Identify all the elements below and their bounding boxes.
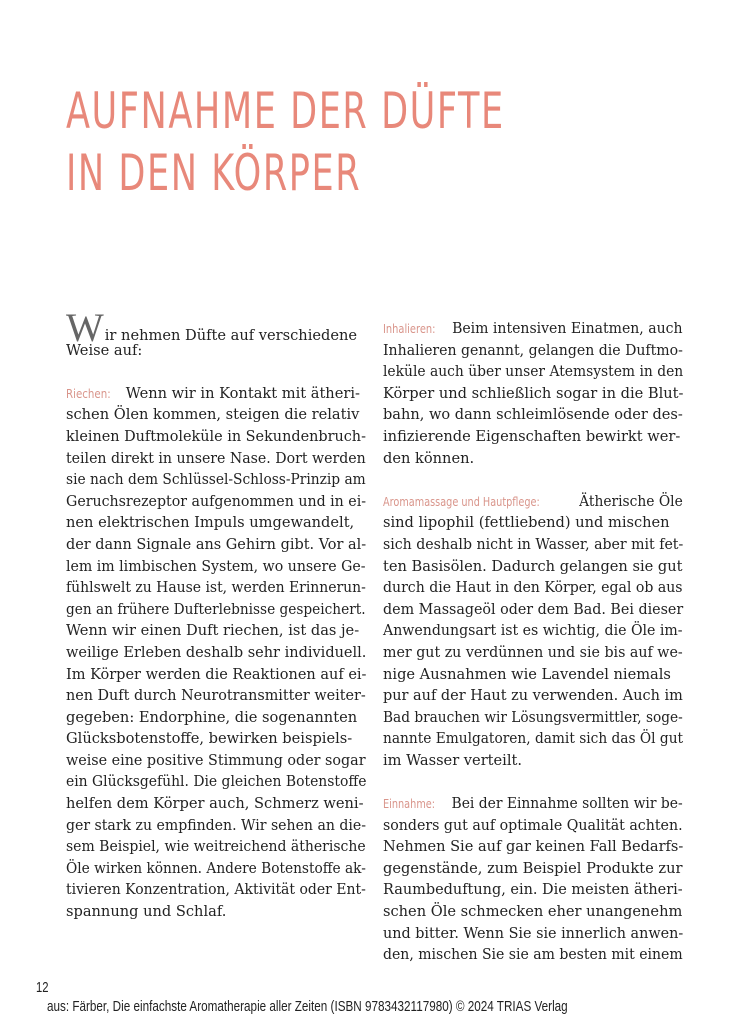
text-line: [66, 383, 366, 405]
text-line: [383, 426, 683, 448]
text-line: [383, 599, 684, 621]
text-line: [66, 750, 366, 772]
text-line: [383, 383, 683, 405]
text-line-content: Wenn wir einen Duft riechen, ist das je-: [66, 622, 360, 640]
section-keyword: Aromamassage und Hautpflege:: [383, 493, 540, 509]
text-line: [383, 642, 683, 664]
text-line-content: Anwendungsart ist es wichtig, die Öle im-: [383, 622, 683, 640]
text-line: [383, 577, 683, 599]
text-line-content: der dann Signale ans Gehirn gibt. Vor al-: [66, 535, 367, 553]
text-line-content: nige Ausnahmen wie Lavendel niemals: [383, 665, 671, 683]
section-inhalieren: [383, 318, 683, 469]
text-line: [66, 404, 366, 426]
text-line-content: Beim intensiven Einatmen, auch: [452, 320, 683, 337]
text-line: [383, 685, 683, 707]
text-line-content: den können.: [383, 449, 475, 467]
text-line-content: pur auf der Haut zu verwenden. Auch im: [383, 687, 683, 705]
title-line-1: AUFNAHME DER DÜFTE: [66, 82, 505, 140]
section-riechen: [66, 383, 366, 923]
right-column: [383, 318, 683, 966]
text-line: [383, 664, 683, 686]
text-line: [66, 448, 366, 470]
text-line-content: Wenn wir in Kontakt mit ätheri-: [125, 384, 360, 402]
text-line-content: sonders gut auf optimale Qualität achten.: [383, 816, 683, 834]
text-line: [66, 426, 366, 448]
text-line: [383, 707, 683, 729]
page-number: 12: [36, 979, 49, 996]
text-line: [66, 512, 366, 534]
section-keyword: Einnahme:: [383, 796, 436, 812]
text-line-content: bahn, wo dann schleimlösende oder des-: [383, 406, 683, 424]
text-line-content: Bei der Einnahme sollten wir be-: [451, 795, 683, 813]
text-line: [383, 728, 684, 750]
text-line-content: Bad brauchen wir Lösungsvermittler, soge-: [383, 708, 683, 726]
text-line-content: schen Öle schmecken eher unangenehm: [383, 903, 683, 921]
text-line-content: gegeben: Endorphine, die sogenannten: [66, 708, 358, 726]
text-line: [66, 901, 366, 923]
text-line-content: nannte Emulgatoren, damit sich das Öl gut: [383, 730, 684, 748]
text-line: [66, 879, 366, 901]
text-line: [383, 491, 683, 513]
text-line: [66, 836, 366, 858]
text-line: [66, 664, 367, 686]
text-line-content: ein Glücksgefühl. Die gleichen Botenstoffe: [66, 773, 367, 791]
text-line-content: mer gut zu verdünnen und sie bis auf we-: [383, 643, 683, 661]
text-line: [383, 815, 683, 837]
text-line: [383, 318, 683, 340]
text-line-content: weilige Erleben deshalb sehr individuell.: [66, 643, 367, 661]
text-line-content: den, mischen Sie sie am besten mit einem: [383, 946, 683, 964]
text-line: [383, 901, 683, 923]
text-line: [383, 793, 683, 815]
text-line: [66, 620, 366, 642]
text-line-content: Glücksbotenstoffe, bewirken beispiels-: [66, 730, 353, 748]
text-line-content: sie nach dem Schlüssel-Schloss-Prinzip am: [66, 471, 366, 489]
text-line: [383, 361, 684, 383]
section-aromamassage: [383, 491, 683, 772]
text-line: [66, 577, 366, 599]
title-line-2: IN DEN KÖRPER: [66, 144, 362, 202]
text-line: [383, 750, 683, 772]
text-line-content: fühlswelt zu Hause ist, werden Erinnerun-: [66, 579, 366, 597]
text-line-content: Öle wirken können. Andere Botenstoffe ak-: [66, 859, 366, 877]
text-line: [66, 534, 367, 556]
text-line-content: weise eine positive Stimmung oder sogar: [66, 751, 366, 769]
text-line-content: sind lipophil (fettliebend) und mischen: [383, 514, 670, 532]
drop-cap: W: [66, 305, 104, 350]
text-line: [383, 620, 683, 642]
text-line-content: gegenstände, zum Beispiel Produkte zur: [383, 859, 683, 877]
text-line-content: nen Duft durch Neurotransmitter weiter-: [66, 687, 366, 705]
text-line: [383, 512, 683, 534]
intro-line: Weise auf:: [66, 341, 143, 359]
text-line-content: gen an frühere Dufterlebnisse gespeichert.: [66, 600, 366, 618]
text-line: [383, 944, 683, 966]
text-line-content: sich deshalb nicht in Wasser, aber mit fet-: [383, 535, 684, 553]
text-line-content: Geruchsrezeptor aufgenommen und in ei-: [66, 492, 367, 510]
text-line: [383, 404, 682, 426]
section-keyword: Riechen:: [66, 385, 111, 401]
footer-citation: aus: Färber, Die einfachste Aromatherapie aller Zeiten (ISBN 9783432117980) © 2024 TRIAS Verlag: [47, 998, 568, 1015]
text-line-content: spannung und Schlaf.: [66, 903, 227, 921]
text-line: [383, 923, 684, 945]
text-line: [66, 858, 366, 880]
text-line-content: Im Körper werden die Reaktionen auf ei-: [66, 665, 367, 683]
text-line-content: teilen direkt in unsere Nase. Dort werden: [66, 449, 366, 467]
text-line-content: Raumbeduftung, ein. Die meisten ätheri-: [383, 881, 683, 899]
text-line: [66, 642, 367, 664]
left-column: [66, 305, 367, 923]
section-einnahme: [383, 793, 683, 966]
text-line-content: und bitter. Wenn Sie sie innerlich anwen-: [383, 924, 684, 942]
text-line: [66, 491, 367, 513]
text-line: [66, 599, 366, 621]
text-line: [383, 556, 683, 578]
text-line-content: dem Massageöl oder dem Bad. Bei dieser: [383, 600, 684, 618]
text-line: [66, 469, 366, 491]
intro-line: Wir nehmen Düfte auf verschiedene: [66, 305, 358, 350]
text-line-content: nen elektrischen Impuls umgewandelt,: [66, 514, 355, 532]
page-title: [66, 80, 505, 204]
text-line: [66, 771, 367, 793]
text-line-content: tivieren Konzentration, Aktivität oder Ent-: [66, 881, 366, 899]
text-line: [383, 858, 683, 880]
text-line-content: Körper und schließlich sogar in die Blut-: [383, 384, 684, 402]
text-line: [66, 685, 366, 707]
text-line: [66, 815, 366, 837]
text-line: [383, 340, 683, 362]
text-line: [383, 879, 683, 901]
section-keyword: Inhalieren:: [383, 321, 436, 336]
text-line: [383, 836, 682, 858]
text-line-content: leküle auch über unser Atemsystem in den: [383, 363, 684, 381]
text-line-content: helfen dem Körper auch, Schmerz weni-: [66, 795, 364, 813]
text-line: [66, 707, 366, 729]
text-line-content: ger stark zu empfinden. Wir sehen an die-: [66, 816, 366, 834]
text-line: [383, 448, 683, 470]
text-line-content: kleinen Duftmoleküle in Sekundenbruch-: [66, 427, 366, 445]
text-line-content: durch die Haut in den Körper, egal ob aus: [383, 579, 683, 597]
text-line-content: lem im limbischen System, wo unsere Ge-: [66, 557, 366, 575]
text-line-content: ten Basisölen. Dadurch gelangen sie gut: [383, 557, 683, 575]
text-line-content: Inhalieren genannt, gelangen die Duftmo-: [383, 341, 683, 359]
text-line: [66, 556, 366, 578]
text-line-content: infizierende Eigenschaften bewirkt wer-: [383, 427, 681, 445]
text-line: [66, 793, 366, 815]
text-line-content: Ätherische Öle: [579, 492, 683, 510]
text-line-content: schen Ölen kommen, steigen die relativ: [66, 406, 360, 424]
text-line-content: im Wasser verteilt.: [383, 751, 523, 769]
text-line: [383, 534, 684, 556]
text-line-content: sem Beispiel, wie weitreichend ätherische: [66, 838, 366, 856]
text-line: [66, 728, 366, 750]
text-line-content: Nehmen Sie auf gar keinen Fall Bedarfs-: [383, 838, 684, 856]
